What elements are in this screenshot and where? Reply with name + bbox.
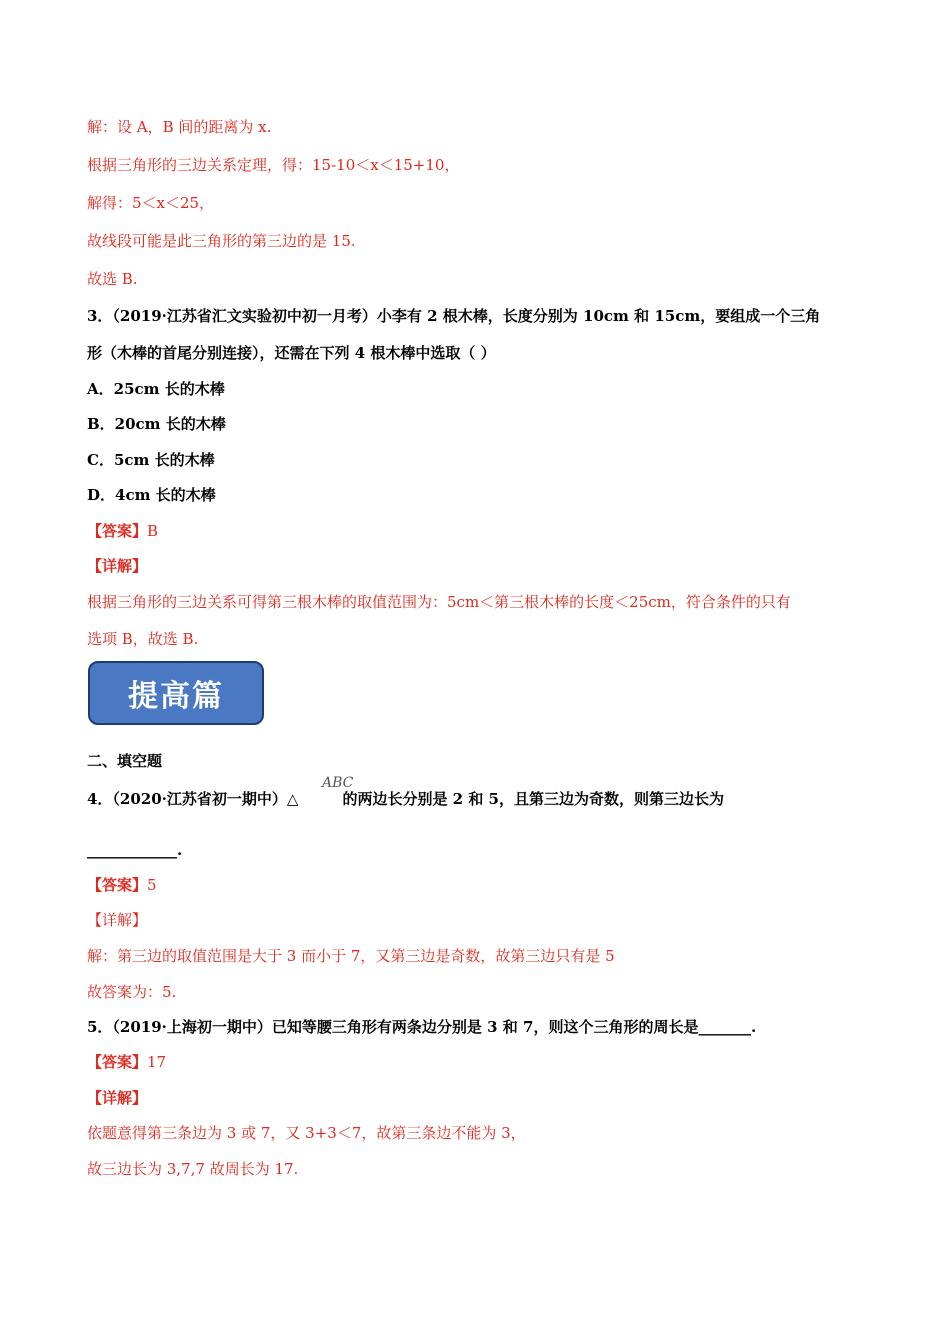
banner-title: 提高篇 (128, 679, 224, 714)
q3-stem-line-1: 3．（2019·江苏省汇文实验初中初一月考）小李有 2 根木棒，长度分别为 10cm 和 15cm，要组成一个三角 (87, 307, 821, 325)
q3-stem-line-2: 形（木棒的首尾分别连接），还需在下列 4 根木棒中选取（ ） (87, 344, 496, 362)
q3-answer (87, 521, 158, 541)
answer-value: B (147, 522, 159, 540)
q4-detail-line-2: 故答案为：5. (87, 983, 177, 1001)
q3-option-a: A．25cm 长的木棒 (87, 380, 225, 398)
answer-tag: 【答案】 (87, 876, 148, 894)
q3-option-d: D．4cm 长的木棒 (87, 486, 216, 504)
section-heading: 二、填空题 (87, 752, 163, 770)
q2-solution-line-5: 故选 B. (87, 270, 138, 288)
q4-answer (87, 875, 157, 895)
q4-stem-pre: 4．（2020·江苏省初一期中）△ (87, 790, 299, 808)
q2-solution-line-3: 解得：5＜x＜25， (87, 194, 215, 212)
q2-solution-line-1: 解：设 A，B 间的距离为 x. (87, 118, 272, 136)
q4-stem-post: 的两边长分别是 2 和 5，且第三边为奇数，则第三边长为 (342, 790, 724, 808)
q5-detail-line-1: 依题意得第三条边为 3 或 7，又 3+3＜7，故第三条边不能为 3， (87, 1124, 526, 1142)
q5-detail-line-2: 故三边长为 3,7,7 故周长为 17. (87, 1160, 299, 1178)
q4-detail-tag: 【详解】 (87, 911, 148, 929)
q5-stem: 5．（2019·上海初一期中）已知等腰三角形有两条边分别是 3 和 7，则这个三角形的周长是_______. (87, 1018, 757, 1036)
answer-tag: 【答案】 (87, 1053, 148, 1071)
q4-blank: ____________. (87, 841, 183, 859)
q3-detail-line-2: 选项 B，故选 B. (87, 630, 199, 648)
answer-value: 17 (147, 1053, 167, 1071)
q4-stem (87, 789, 724, 809)
q3-option-b: B．20cm 长的木棒 (87, 415, 226, 433)
q5-detail-tag: 【详解】 (87, 1089, 148, 1107)
q2-solution-line-4: 故线段可能是此三角形的第三边的是 15. (87, 232, 356, 250)
q3-detail-line-1: 根据三角形的三边关系可得第三根木棒的取值范围为：5cm＜第三根木棒的长度＜25cm，符合条件的只有 (87, 593, 791, 611)
answer-tag: 【答案】 (87, 522, 148, 540)
q3-option-c: C．5cm 长的木棒 (87, 451, 215, 469)
q5-answer (87, 1052, 166, 1072)
advanced-section-banner (88, 661, 264, 725)
answer-value: 5 (147, 876, 157, 894)
triangle-abc-label: ABC (322, 775, 354, 791)
q2-solution-line-2: 根据三角形的三边关系定理，得：15-10＜x＜15+10， (87, 156, 460, 174)
q4-detail-line-1: 解：第三边的取值范围是大于 3 而小于 7，又第三边是奇数，故第三边只有是 5 (87, 947, 615, 965)
q3-detail-tag: 【详解】 (87, 557, 148, 575)
